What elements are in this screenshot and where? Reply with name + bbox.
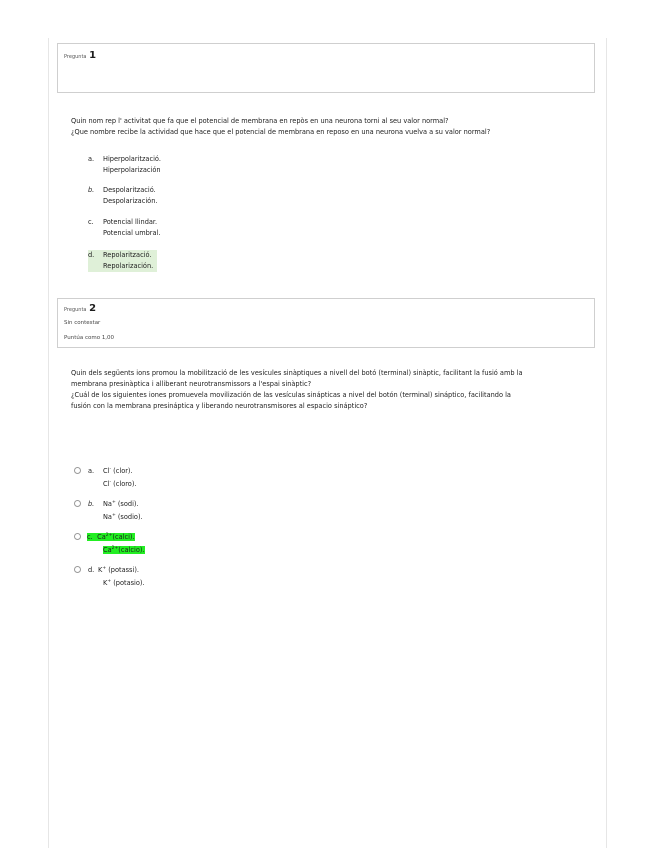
page-border-left [48,38,49,848]
question-2-answer-a[interactable]: a. Cl- (clor). Cl- (cloro). [88,467,137,489]
page-border-right [606,38,607,848]
answer-c-highlight: c. $Ca^{2+}(calci)$. [87,533,135,542]
question-1-number: 1 [89,50,97,61]
answer-d-radio[interactable] [74,566,81,573]
question-2-info [57,298,595,348]
question-2-answer-b[interactable]: b. Na+ (sodi). Na+ (sodio). [88,500,143,522]
question-1-answer-c[interactable]: c. Potencial llindar. Potencial umbral. [88,218,161,237]
question-1-text-ca: Quin nom rep l' activitat que fa que el potencial de membrana en repòs en una neurona torni al seu valor normal? [71,117,449,125]
question-2-answer-d[interactable]: d. K+ (potassi). K+ (potasio). [88,566,145,588]
question-1-answer-b[interactable]: b. Despolarització. Despolarización. [88,186,158,205]
answer-a-radio[interactable] [74,467,81,474]
question-2-status: Sin contestar [64,320,101,326]
answer-c-radio[interactable] [74,533,81,540]
question-2-answer-c[interactable]: c. $Ca^{2+}(calci)$. $Ca^{2+}(calcio)$. [87,533,145,555]
question-2-label: Pregunta 2 [64,303,97,314]
question-1-info [57,43,595,93]
question-2-number: 2 [89,303,97,314]
answer-b-radio[interactable] [74,500,81,507]
question-1-answer-a[interactable]: a. Hiperpolarització. Hiperpolarización [88,155,161,174]
question-1-text [71,116,591,138]
question-1-answer-d-correct[interactable]: d. Repolarització. Repolarización. [88,250,157,272]
question-1-label: Pregunta 1 [64,50,97,61]
question-2-score: Puntúa como 1,00 [64,335,115,341]
question-1-text-es: ¿Que nombre recibe la actividad que hace que el potencial de membrana en reposo en una neurona vuelva a su valor normal? [71,128,491,136]
question-2-text: Quin dels següents ions promou la mobilització de les vesícules sinàptiques a nivell del botó (terminal) sinàptic, facilitant la fusió amb la membrana presinàptica i alliberant neurotransmissors a l'espai sinàptic? ¿Cuál de los siguientes iones promuevela movilización de las vesículas sinápticas a nivel del botón (terminal) sináptico, facilitando la fusión con la membrana presináptica y liberando neurotransmisores al espacio sináptico? [71,369,523,410]
